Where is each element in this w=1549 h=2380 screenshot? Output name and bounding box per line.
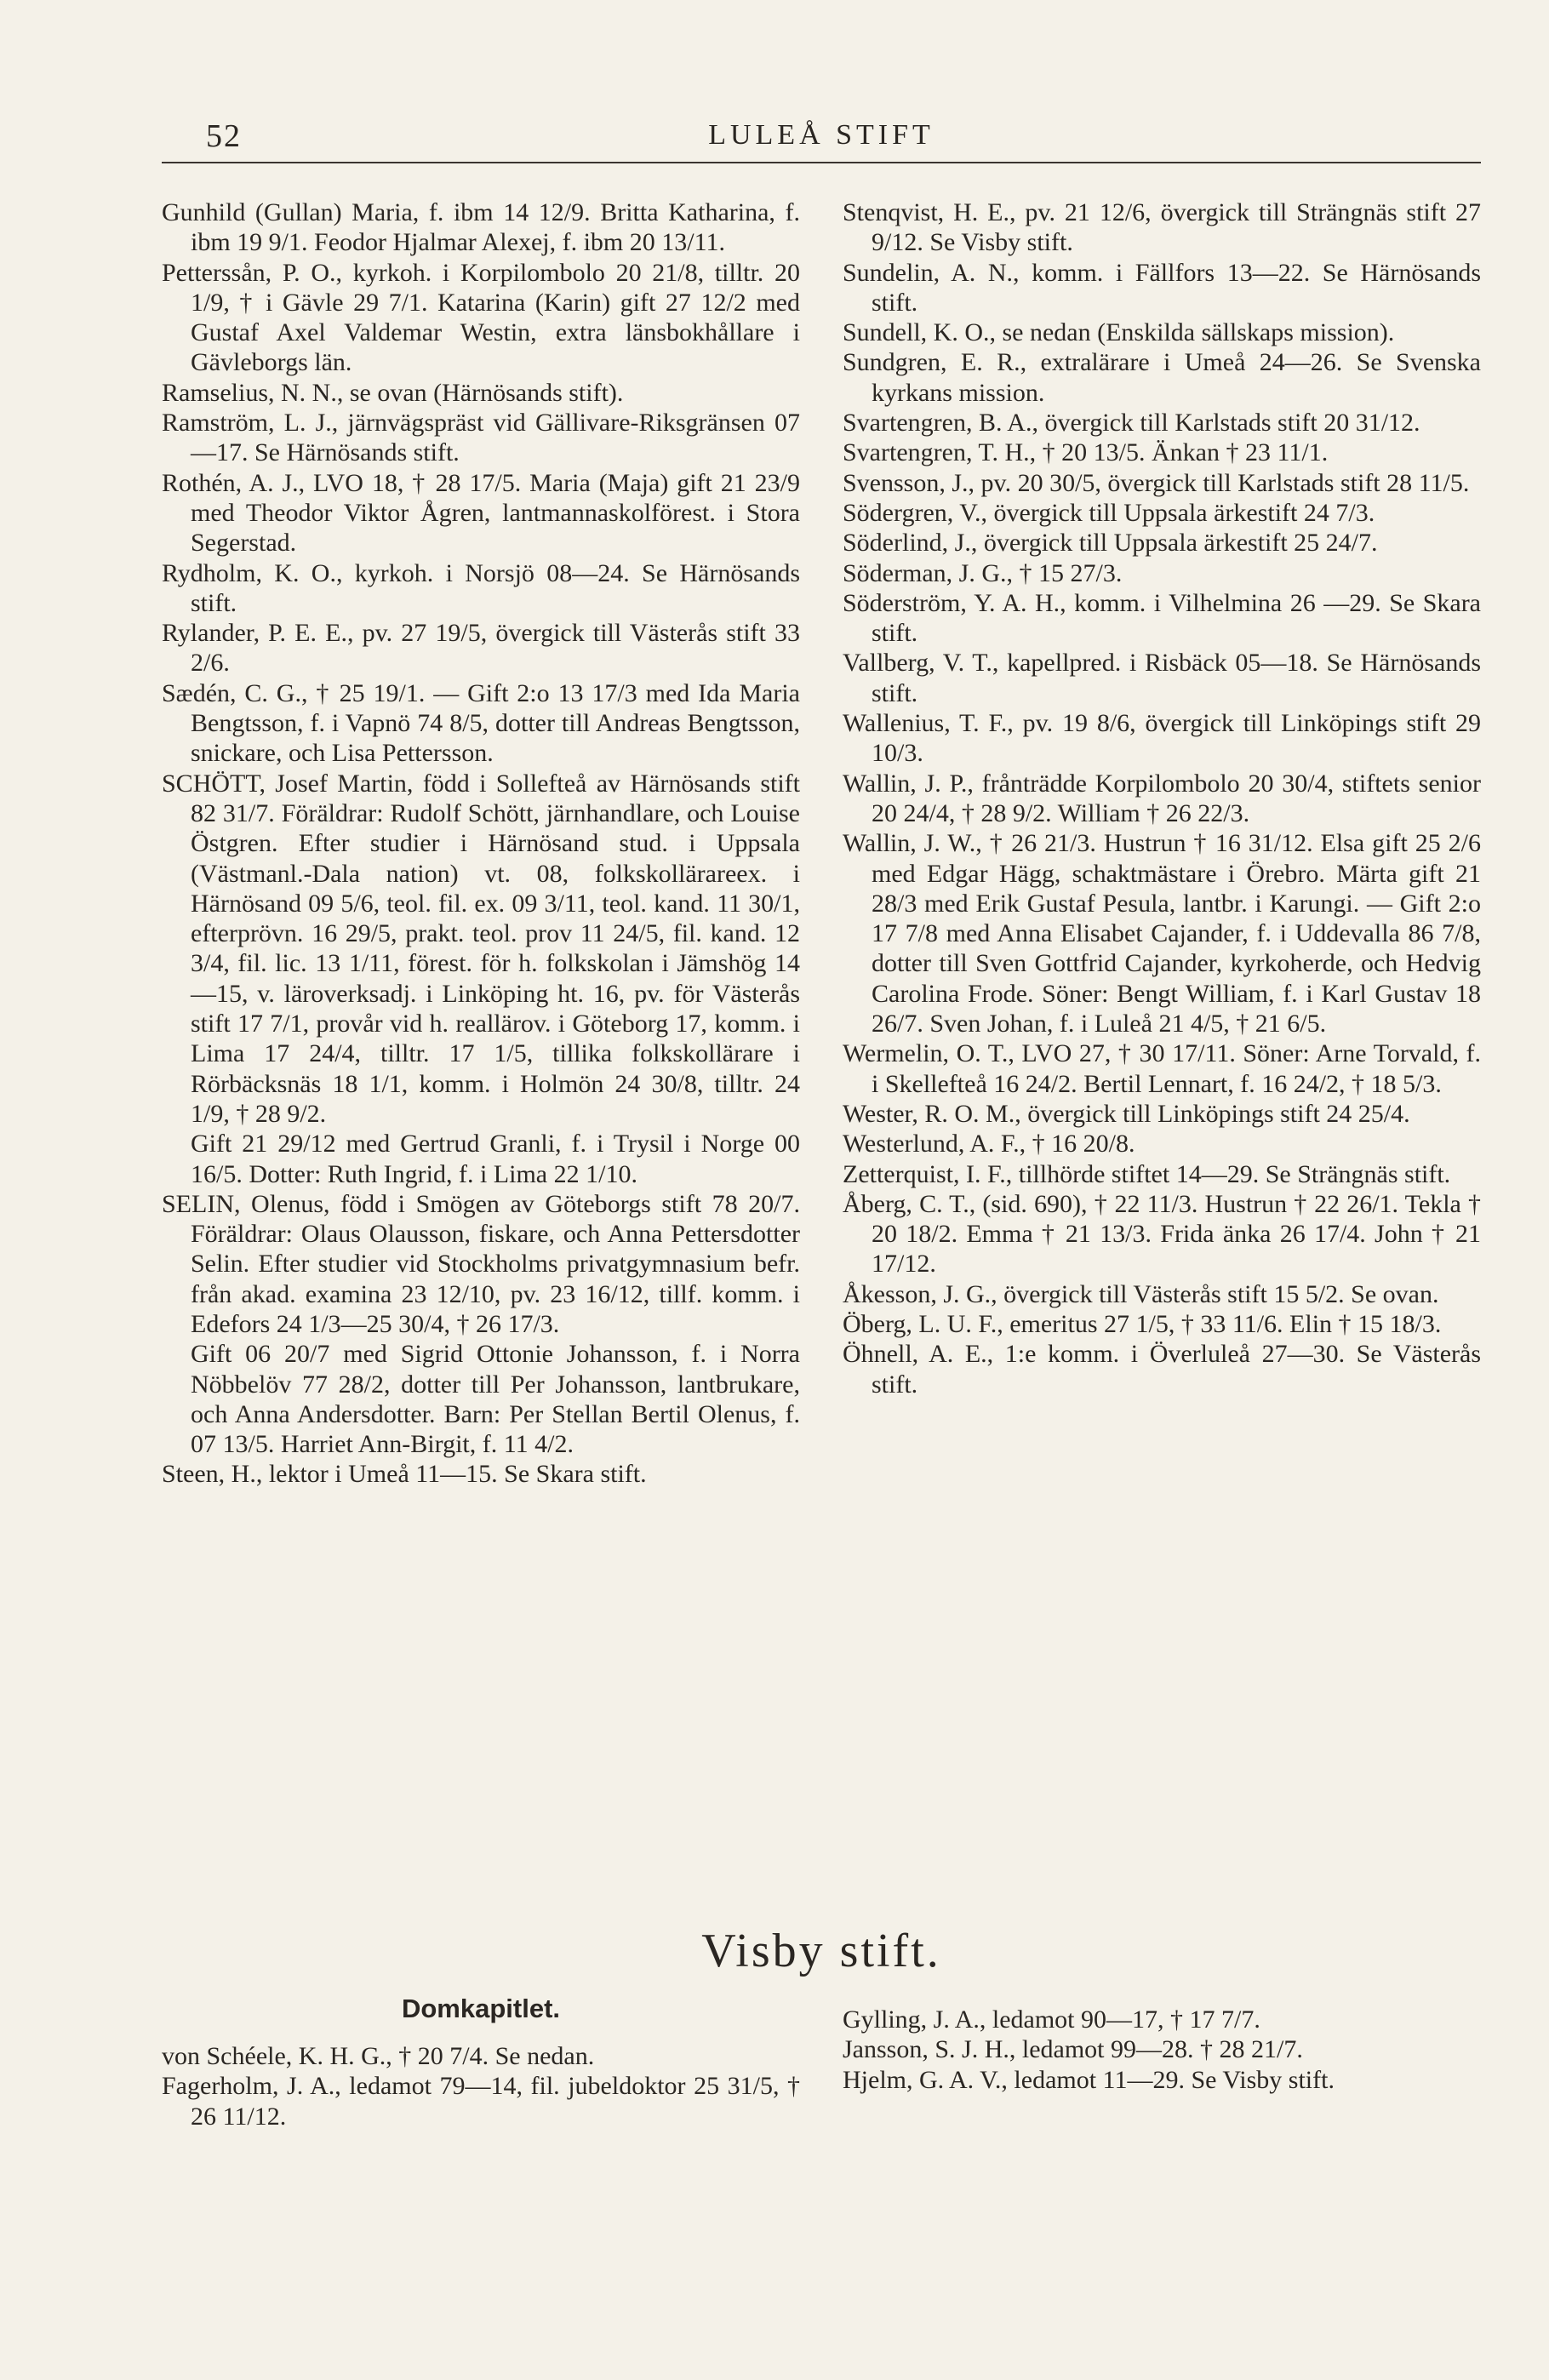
entry-continuation: Gift 21 29/12 med Gertrud Granli, f. i Trysil i Norge 00 16/5. Dotter: Ruth Ingrid, f. i Lima 22 1/10. <box>191 1130 800 1188</box>
entry: Gunhild (Gullan) Maria, f. ibm 14 12/9. Britta Katharina, f. ibm 19 9/1. Feodor Hjalmar Alexej, f. ibm 20 13/11. <box>162 198 800 257</box>
entry: Wallin, J. P., frånträdde Korpilombolo 20 30/4, stiftets senior 20 24/4, † 28 9/2. William † 26 22/3. <box>843 769 1481 827</box>
entry: Rothén, A. J., LVO 18, † 28 17/5. Maria (Maja) gift 21 23/9 med Theodor Viktor Ågren, lantmannaskolförest. i Stora Segerstad. <box>162 468 800 558</box>
entry: Öberg, L. U. F., emeritus 27 1/5, † 33 11/6. Elin † 15 18/3. <box>843 1309 1442 1338</box>
entry: Gylling, J. A., ledamot 90—17, † 17 7/7. <box>843 2005 1260 2034</box>
entry: Södergren, V., övergick till Uppsala ärkestift 24 7/3. <box>843 498 1375 527</box>
entry: Jansson, S. J. H., ledamot 99—28. † 28 21/7. <box>843 2035 1303 2064</box>
entry: Sundgren, E. R., extralärare i Umeå 24—26. Se Svenska kyrkans mission. <box>843 348 1481 407</box>
entry: Petterssån, P. O., kyrkoh. i Korpilombolo 20 21/8, tilltr. 20 1/9, † i Gävle 29 7/1. Katarina (Karin) gift 27 12/2 med Gustaf Axel Valdemar Westin, extra länsbokhållare i Gävleborgs län. <box>162 258 800 377</box>
entry: Wester, R. O. M., övergick till Linköpings stift 24 25/4. <box>843 1099 1410 1128</box>
entry-continuation: Gift 06 20/7 med Sigrid Ottonie Johansson, f. i Norra Nöbbelöv 77 28/2, dotter till Per Johansson, lantbrukare, och Anna Andersdotter. Barn: Per Stellan Bertil Olenus, f. 07 13/5. Harriet Ann-Birgit, f. 11 4/2. <box>191 1340 800 1459</box>
entry: Rylander, P. E. E., pv. 27 19/5, övergick till Västerås stift 33 2/6. <box>162 619 800 678</box>
entry: Vallberg, V. T., kapellpred. i Risbäck 05—18. Se Härnösands stift. <box>843 649 1481 707</box>
page-number: 52 <box>206 118 242 154</box>
entry: Wallin, J. W., † 26 21/3. Hustrun † 16 31/12. Elsa gift 25 2/6 med Edgar Hägg, schaktmästare i Örebro. Märta gift 21 28/3 med Erik Gustaf Pesula, lantbr. i Karungi. — Gift 2:o 17 7/8 med Anna Elisabet Cajander, f. i Uddevalla 86 7/8, dotter till Sven Gottfrid Cajander, kyrkoherde, och Hedvig Carolina Frode. Söner: Bengt William, f. i Karl Gustav 18 26/7. Sven Johan, f. i Luleå 21 4/5, † 21 6/5. <box>843 829 1481 1038</box>
entry: Sædén, C. G., † 25 19/1. — Gift 2:o 13 17/3 med Ida Maria Bengtsson, f. i Vapnö 74 8/5, dotter till Andreas Bengtsson, snickare, och Lisa Pettersson. <box>162 678 800 768</box>
entry: Hjelm, G. A. V., ledamot 11—29. Se Visby stift. <box>843 2065 1335 2094</box>
entry: SCHÖTT, Josef Martin, född i Sollefteå av Härnösands stift 82 31/7. Föräldrar: Rudolf Schött, järnhandlare, och Louise Östgren. Efter studier i Härnösand stud. i Uppsala (Västmanl.-Dala nation) vt. 08, folkskollärareex. i Härnösand 09 5/6, teol. fil. ex. 09 3/11, teol. kand. 11 30/1, efterprövn. 16 29/5, prakt. teol. prov 11 24/5, fil. kand. 12 3/4, fil. lic. 13 1/11, förest. för h. folkskolan i Jämshög 14—15, v. läroverksadj. i Linköping ht. 16, pv. för Västerås stift 17 7/1, provår vid h. reallärov. i Göteborg 17, komm. i Lima 17 24/4, tilltr. 17 1/5, tillika folkskollärare i Rörbäcksnäs 18 1/1, komm. i Holmön 24 30/8, tilltr. 24 1/9, † 28 9/2. <box>162 769 800 1128</box>
entry: Söderlind, J., övergick till Uppsala ärkestift 25 24/7. <box>843 529 1378 558</box>
entry: Svartengren, B. A., övergick till Karlstads stift 20 31/12. <box>843 409 1420 438</box>
section-right-column <box>843 2005 1481 2095</box>
entry: von Schéele, K. H. G., † 20 7/4. Se nedan. <box>162 2042 595 2070</box>
entry: Sundell, K. O., se nedan (Enskilda sällskaps mission). <box>843 318 1395 347</box>
entry: Westerlund, A. F., † 16 20/8. <box>843 1130 1135 1159</box>
subsection-title: Domkapitlet. <box>401 1994 561 2023</box>
entry: Öhnell, A. E., 1:e komm. i Överluleå 27—30. Se Västerås stift. <box>843 1340 1481 1399</box>
entry: Svartengren, T. H., † 20 13/5. Änkan † 23 11/1. <box>843 438 1329 467</box>
entry: Stenqvist, H. E., pv. 21 12/6, övergick till Strängnäs stift 27 9/12. Se Visby stift. <box>843 198 1481 257</box>
entry: SELIN, Olenus, född i Smögen av Göteborgs stift 78 20/7. Föräldrar: Olaus Olausson, fiskare, och Anna Pettersdotter Selin. Efter studier vid Stockholms privatgymnasium befr. från akad. examina 23 12/10, pv. 23 16/12, tillf. komm. i Edefors 24 1/3—25 30/4, † 26 17/3. <box>162 1189 800 1338</box>
entry: Zetterquist, I. F., tillhörde stiftet 14—29. Se Strängnäs stift. <box>843 1159 1451 1188</box>
section-title: Visby stift. <box>701 1925 941 1977</box>
entry: Wermelin, O. T., LVO 27, † 30 17/11. Söner: Arne Torvald, f. i Skellefteå 16 24/2. Bertil Lennart, f. 16 24/2, † 18 5/3. <box>843 1039 1481 1098</box>
entry: Ramström, L. J., järnvägspräst vid Gällivare-Riksgränsen 07—17. Se Härnösands stift. <box>162 409 800 467</box>
entry: Steen, H., lektor i Umeå 11—15. Se Skara stift. <box>162 1460 647 1489</box>
right-column <box>843 197 1481 1399</box>
page-header <box>162 111 1481 163</box>
entry: Åkesson, J. G., övergick till Västerås stift 15 5/2. Se ovan. <box>843 1279 1439 1308</box>
entry: Svensson, J., pv. 20 30/5, övergick till Karlstads stift 28 11/5. <box>843 468 1470 497</box>
entry: Söderström, Y. A. H., komm. i Vilhelmina 26 —29. Se Skara stift. <box>843 588 1481 648</box>
running-title: LULEÅ STIFT <box>708 119 935 151</box>
entry: Wallenius, T. F., pv. 19 8/6, övergick till Linköpings stift 29 10/3. <box>843 709 1481 768</box>
entry: Söderman, J. G., † 15 27/3. <box>843 558 1123 587</box>
section-left-column <box>162 2041 800 2131</box>
entry: Åberg, C. T., (sid. 690), † 22 11/3. Hustrun † 22 26/1. Tekla † 20 18/2. Emma † 21 13/3. Frida änka 26 17/4. John † 21 17/12. <box>843 1189 1481 1279</box>
entry: Fagerholm, J. A., ledamot 79—14, fil. jubeldoktor 25 31/5, † 26 11/12. <box>162 2072 800 2131</box>
left-column <box>162 197 800 1490</box>
entry: Ramselius, N. N., se ovan (Härnösands stift). <box>162 378 624 407</box>
entry: Rydholm, K. O., kyrkoh. i Norsjö 08—24. Se Härnösands stift. <box>162 558 800 617</box>
entry: Sundelin, A. N., komm. i Fällfors 13—22. Se Härnösands stift. <box>843 258 1481 317</box>
